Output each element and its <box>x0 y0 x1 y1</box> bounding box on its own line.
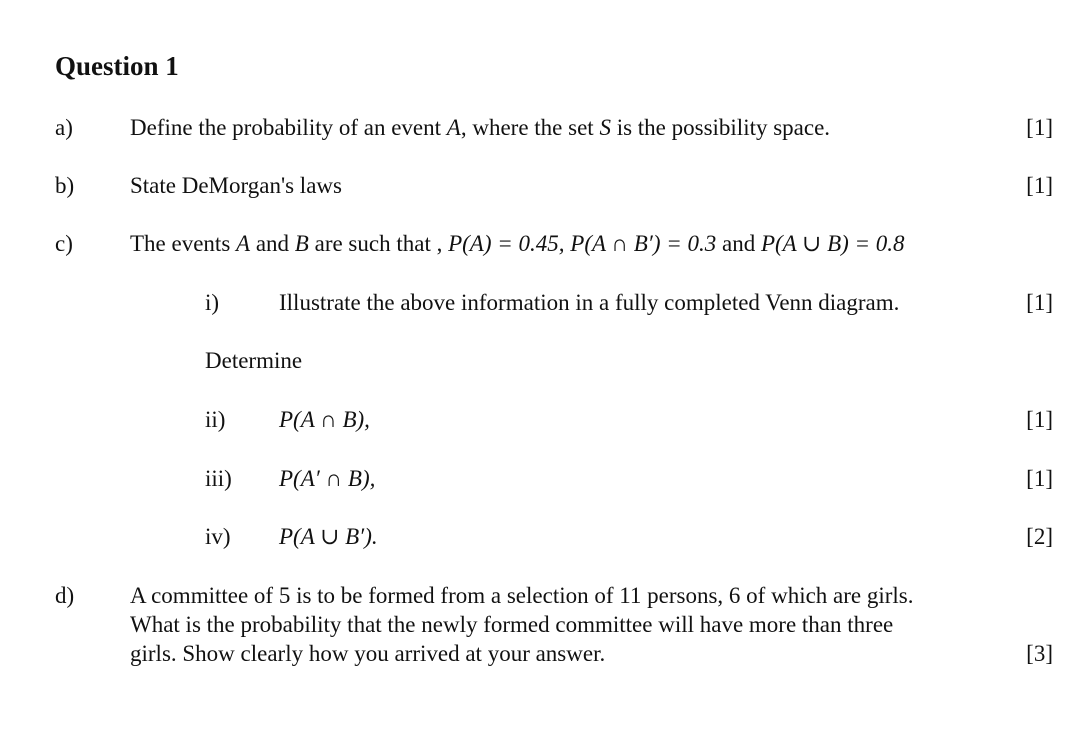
part-c-expr-1: P(A) = 0.45, P(A ∩ B′) = 0.3 <box>448 231 717 256</box>
part-c-iii-label: iii) <box>205 466 232 491</box>
part-a-text-before: Define the probability of an event <box>130 115 447 140</box>
part-c-expr-2: P(A ∪ B) = 0.8 <box>760 231 905 256</box>
question-title: Question 1 <box>55 51 179 81</box>
part-c-iv-label: iv) <box>205 524 231 549</box>
part-b-marks: [1] <box>1026 173 1053 198</box>
part-c-text-3: are such that , <box>308 231 449 256</box>
part-b-label: b) <box>55 173 75 198</box>
part-c-var-a: A <box>236 231 251 256</box>
part-c-i-marks: [1] <box>1026 290 1053 315</box>
part-c-iv-marks: [2] <box>1026 524 1053 549</box>
part-a-var-s: S <box>599 115 611 140</box>
part-a-var-a: A <box>446 115 461 140</box>
part-c-label: c) <box>55 231 73 256</box>
part-d-line-2: What is the probability that the newly formed committee will have more than three <box>130 612 894 637</box>
part-c-text-1: The events <box>130 231 237 256</box>
part-c-ii-marks: [1] <box>1026 407 1053 432</box>
part-c-text-2: and <box>250 231 295 256</box>
determine-label: Determine <box>205 348 303 373</box>
part-d-label: d) <box>55 583 75 608</box>
part-a-text-mid: , where the set <box>460 115 600 140</box>
part-d-line-3: girls. Show clearly how you arrived at your answer. <box>130 641 606 666</box>
part-a-text <box>130 113 830 142</box>
part-c-text-4: and <box>716 231 761 256</box>
part-c-iii-marks: [1] <box>1026 466 1053 491</box>
part-b-text: State DeMorgan's laws <box>130 173 342 198</box>
part-c-ii-expr: P(A ∩ B), <box>279 407 370 432</box>
part-c-text <box>130 229 905 258</box>
part-c-ii-label: ii) <box>205 407 226 432</box>
part-d-marks: [3] <box>1026 641 1053 666</box>
part-c-var-b: B <box>294 231 309 256</box>
part-c-i-label: i) <box>205 290 220 315</box>
part-a-marks: [1] <box>1026 115 1053 140</box>
part-c-i-text: Illustrate the above information in a fully completed Venn diagram. <box>279 290 900 315</box>
part-a-text-after: is the possibility space. <box>610 115 831 140</box>
part-c-iii-expr: P(A′ ∩ B), <box>279 466 376 491</box>
part-a-label: a) <box>55 115 73 140</box>
part-d-line-1: A committee of 5 is to be formed from a selection of 11 persons, 6 of which are girls. <box>130 583 914 608</box>
part-c-iv-expr: P(A ∪ B′). <box>279 524 378 549</box>
